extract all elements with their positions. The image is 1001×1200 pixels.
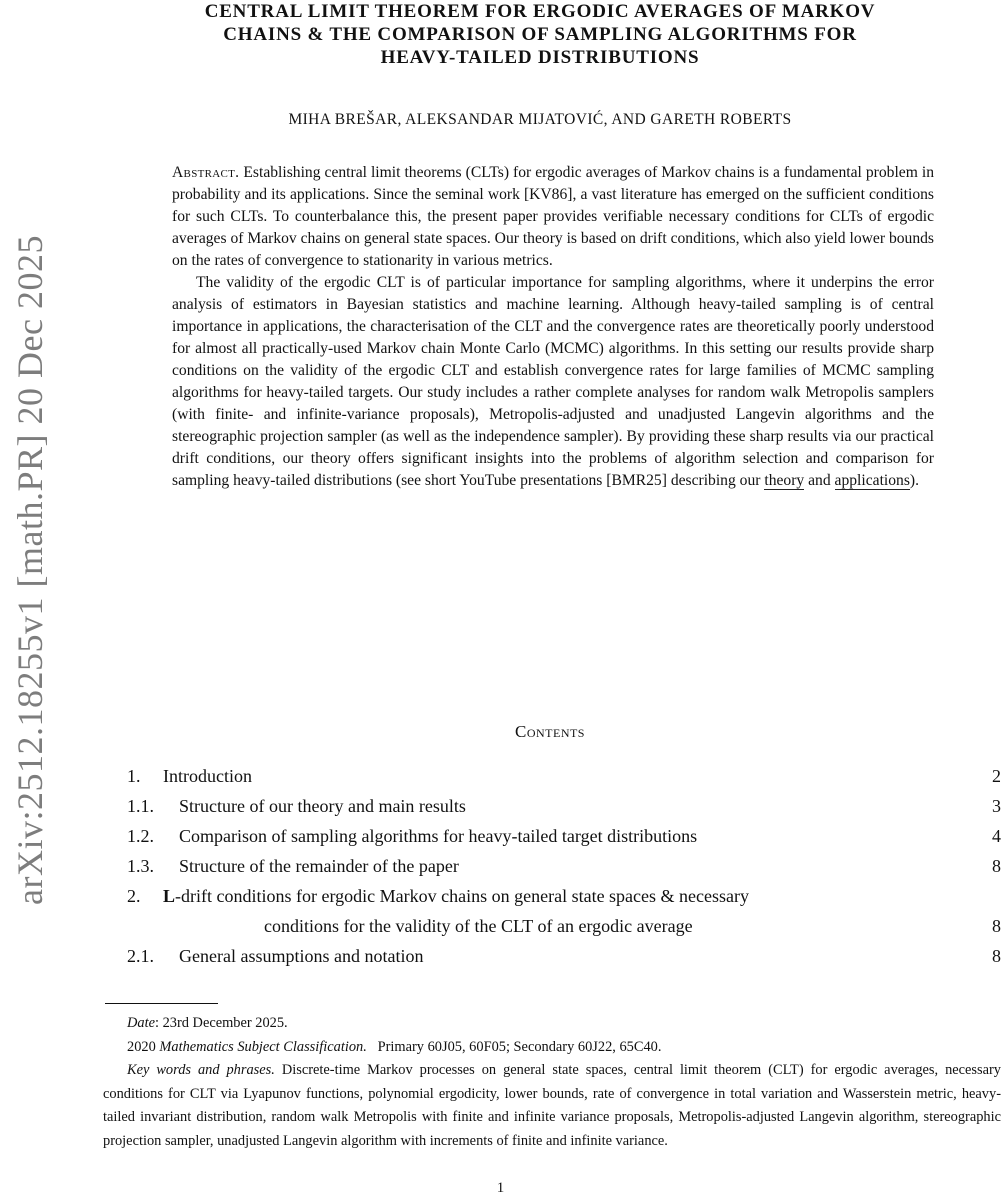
toc-number: 1.2.: [127, 826, 154, 846]
contents-title: Contents: [514, 722, 585, 741]
footnote-keywords: [103, 1059, 1001, 1153]
toc-page: 4: [992, 826, 1001, 846]
date-label: Date: [127, 1015, 155, 1031]
title-line-2: CHAINS & THE COMPARISON OF SAMPLING ALGORITHMS FOR: [223, 24, 857, 45]
arxiv-stamp-text: arXiv:2512.18255v1 [math.PR] 20 Dec 2025: [10, 235, 51, 905]
toc-number: 1.3.: [127, 856, 154, 876]
footnote-date: [103, 1012, 1001, 1036]
toc-entry[interactable]: [127, 761, 1001, 791]
abstract: [172, 162, 934, 492]
abstract-p2-text: The validity of the ergodic CLT is of particular importance for sampling algorithms, where it underpins the error analysis of estimators in Bayesian statistics and machine learning. Although heavy-tailed sampling is of central importance in applications, the characterisation of the CLT and the convergence rates are theoretically poorly understood for almost all practically-used Markov chain Monte Carlo (MCMC) algorithms. In this setting our results provide sharp conditions on the validity of the ergodic CLT and establish convergence rates for large families of MCMC sampling algorithms for heavy-tailed targets. Our study includes a rather complete analyses for random walk Metropolis samplers (with finite- and infinite-variance proposals), Metropolis-adjusted and unadjusted Langevin algorithms and the stereographic projection sampler (as well as the independence sampler). By providing these sharp results via our practical drift conditions, our theory offers significant insights into the problems of algorithm selection and comparison for sampling heavy-tailed distributions (see short YouTube presentations [BMR25] describing our: [172, 274, 934, 489]
toc-title-bold-prefix: L: [163, 886, 176, 906]
toc-entry[interactable]: [127, 851, 1001, 881]
toc-title: Introduction: [163, 766, 252, 786]
toc-title: Structure of the remainder of the paper: [179, 856, 459, 876]
applications-link[interactable]: applications: [834, 472, 910, 489]
footnotes: [103, 1012, 1001, 1153]
keywords-label: Key words and phrases.: [127, 1062, 275, 1078]
toc-entry[interactable]: [127, 881, 1001, 941]
msc-year: 2020: [127, 1038, 156, 1055]
toc-number: 1.: [127, 766, 141, 786]
abstract-paragraph-2: [172, 272, 934, 492]
arxiv-stamp: [0, 170, 60, 970]
toc-title: [163, 881, 749, 911]
abstract-paragraph-1: [172, 162, 934, 272]
toc-title-rest: -drift conditions for ergodic Markov chains on general state spaces & necessary: [175, 886, 749, 906]
toc-page: 8: [992, 916, 1001, 936]
abstract-heading: Abstract.: [172, 164, 240, 181]
toc-entry[interactable]: [127, 821, 1001, 851]
authors: MIHA BREŠAR, ALEKSANDAR MIJATOVIĆ, AND GARETH ROBERTS: [288, 111, 792, 128]
toc-entry[interactable]: [127, 941, 1001, 971]
abstract-closing: ).: [909, 472, 919, 489]
toc-page: 8: [992, 856, 1001, 876]
footnote-msc: [103, 1036, 1001, 1060]
abstract-p1-text: Establishing central limit theorems (CLTs) for ergodic averages of Markov chains is a fundamental problem in probability and its applications. Since the seminal work [KV86], a vast literature has emerged on the sufficient conditions for such CLTs. To counterbalance this, the present paper provides verifiable necessary conditions for CLTs of ergodic averages of Markov chains on general state spaces. Our theory is based on drift conditions, which also yield lower bounds on the rates of convergence to stationarity in various metrics.: [172, 164, 934, 269]
toc-page: 3: [992, 796, 1001, 816]
toc-number: 1.1.: [127, 796, 154, 816]
toc-title: Structure of our theory and main results: [179, 796, 466, 816]
paper-title: [110, 0, 970, 69]
page-number: 1: [496, 1180, 505, 1196]
theory-link[interactable]: theory: [764, 472, 805, 489]
msc-label: Mathematics Subject Classification.: [159, 1038, 367, 1055]
and-word: and: [808, 472, 831, 489]
toc-number: 2.1.: [127, 946, 154, 966]
title-line-1: CENTRAL LIMIT THEOREM FOR ERGODIC AVERAGES OF MARKOV: [204, 1, 876, 22]
table-of-contents: [127, 761, 1001, 971]
toc-number: 2.: [127, 886, 141, 906]
toc-entry[interactable]: [127, 791, 1001, 821]
date-value: : 23rd December 2025.: [154, 1015, 288, 1031]
toc-title: General assumptions and notation: [179, 946, 424, 966]
keywords-value: Discrete-time Markov processes on general state spaces, central limit theorem (CLT) for ergodic averages, necessary conditions for CLT via Lyapunov functions, polynomial ergodicity, lower bounds, rate of convergence in total variation and Wasserstein metric, heavy-tailed invariant distribution, random walk Metropolis with finite and infinite variance proposals, Metropolis-adjusted Langevin algorithm, stereographic projection sampler, unadjusted Langevin algorithm with increments of finite and infinite variance.: [103, 1062, 1001, 1149]
toc-page: 2: [992, 766, 1001, 786]
msc-value: Primary 60J05, 60F05; Secondary 60J22, 65C40.: [377, 1038, 662, 1055]
footnote-rule: [105, 1003, 218, 1004]
toc-title: Comparison of sampling algorithms for heavy-tailed target distributions: [179, 826, 698, 846]
toc-page: 8: [992, 946, 1001, 966]
toc-title-line-2: conditions for the validity of the CLT of an ergodic average: [264, 916, 693, 936]
title-line-3: HEAVY-TAILED DISTRIBUTIONS: [380, 47, 700, 68]
